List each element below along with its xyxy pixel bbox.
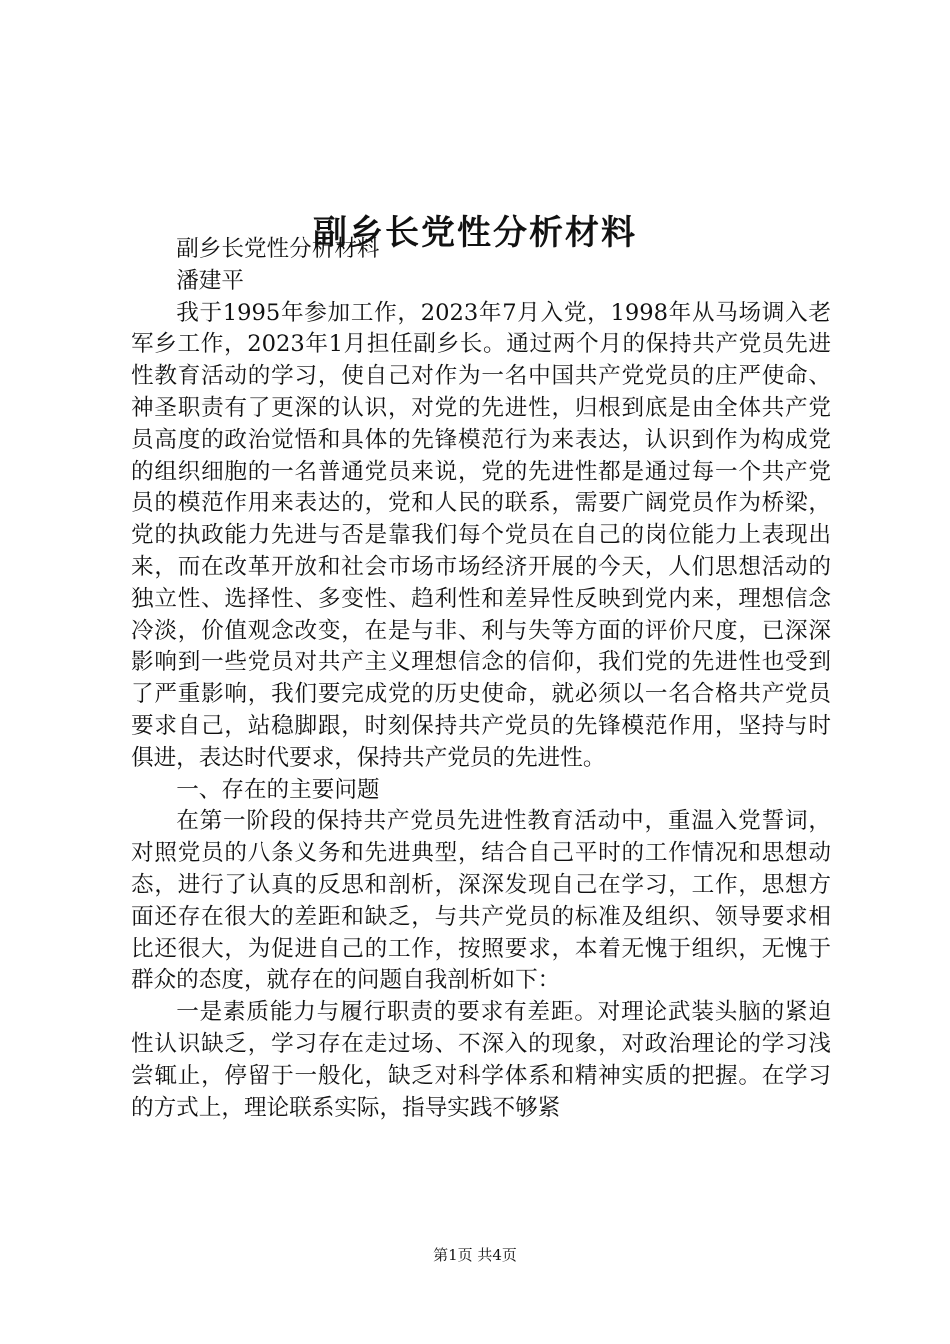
document-body bbox=[131, 234, 831, 1124]
body-paragraph: 一是素质能力与履行职责的要求有差距。对理论武装头脑的紧迫性认识缺乏，学习存在走过场、不深入的现象，对政治理论的学习浅尝辄止，停留于一般化，缺乏对科学体系和精神实质的把握。在学习的方式上，理论联系实际，指导实践不够紧 bbox=[131, 999, 831, 1121]
page-footer: 第1页 共4页 bbox=[433, 1246, 517, 1264]
document-title: 副乡长党性分析材料 bbox=[313, 212, 637, 253]
author-paragraph: 潘建平 bbox=[176, 267, 244, 294]
body-paragraph: 在第一阶段的保持共产党员先进性教育活动中，重温入党誓词，对照党员的八条义务和先进典型，结合自己平时的工作情况和思想动态，进行了认真的反思和剖析，深深发现自己在学习，工作，思想方面还存在很大的差距和缺乏，与共产党员的标准及组织、领导要求相比还很大，为促进自己的工作，按照要求，本着无愧于组织，无愧于群众的态度，就存在的问题自我剖析如下： bbox=[131, 808, 831, 994]
subtitle-paragraph: 副乡长党性分析材料 bbox=[176, 236, 380, 262]
intro-paragraph: 我于1995年参加工作，2023年7月入党，1998年从马场调入老军乡工作，2023年1月担任副乡长。通过两个月的保持共产党员先进性教育活动的学习，使自己对作为一名中国共产党党员的庄严使命、神圣职责有了更深的认识，对党的先进性，归根到底是由全体共产党员高度的政治觉悟和具体的先锋模范行为来表达，认识到作为构成党的组织细胞的一名普通党员来说，党的先进性都是通过每一个共产党员的模范作用来表达的，党和人民的联系，需要广阔党员作为桥梁，党的执政能力先进与否是靠我们每个党员在自己的岗位能力上表现出来，而在改革开放和社会市场市场经济开展的今天，人们思想活动的独立性、选择性、多变性、趋利性和差异性反映到党内来，理想信念冷淡，价值观念改变，在是与非、利与失等方面的评价尺度，已深深影响到一些党员对共产主义理想信念的信仰，我们党的先进性也受到了严重影响，我们要完成党的历史使命，就必须以一名合格共产党员要求自己，站稳脚跟，时刻保持共产党员的先锋模范作用，坚持与时俱进，表达时代要求，保持共产党员的先进性。 bbox=[131, 299, 831, 771]
section-heading: 一、存在的主要问题 bbox=[176, 776, 380, 803]
